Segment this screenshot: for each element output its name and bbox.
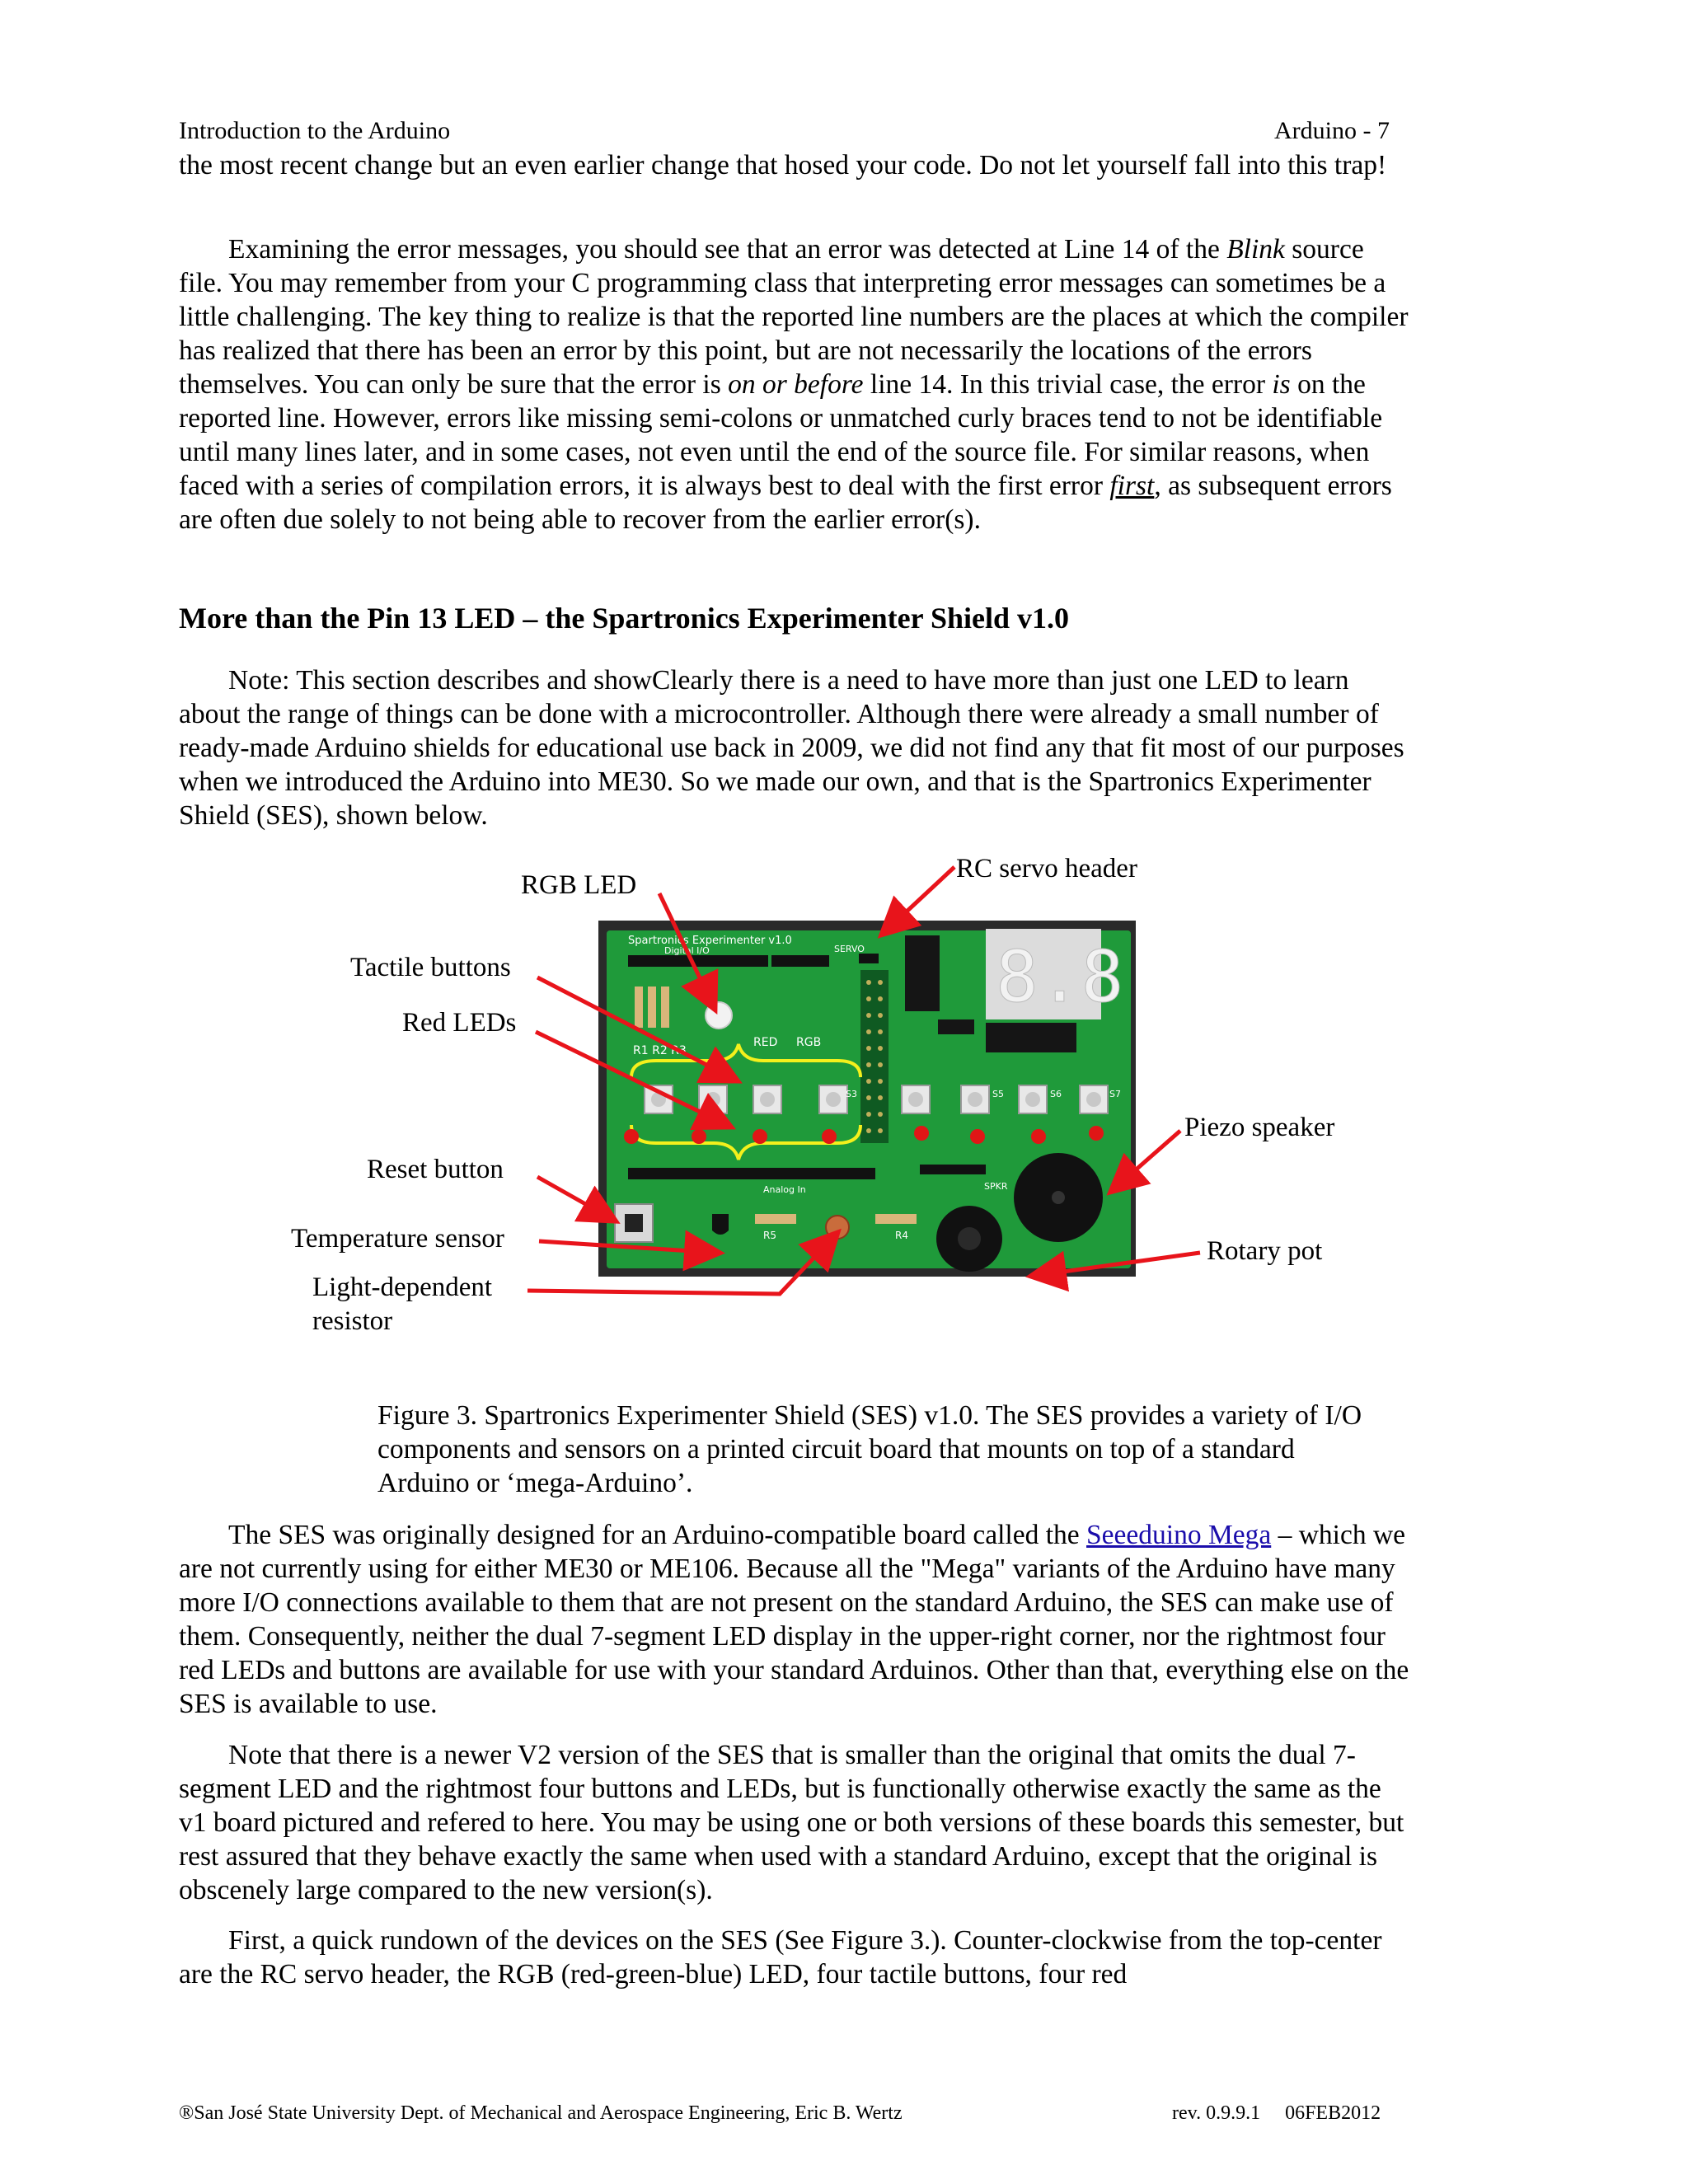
- seeeduino-mega-link[interactable]: Seeeduino Mega: [1086, 1520, 1272, 1550]
- label-ldr-line1: Light-dependent: [312, 1272, 493, 1302]
- board-digital: Digital I/O: [664, 945, 710, 956]
- paragraph-rundown: [179, 1924, 1411, 1991]
- label-rotary-pot: Rotary pot: [1207, 1236, 1323, 1266]
- p2-text-a: Examining the error messages, you should see that an error was detected at Line 14 of the: [228, 234, 1227, 265]
- label-rc-servo-header: RC servo header: [956, 854, 1137, 883]
- paragraph-v2-version: [179, 1738, 1411, 1907]
- svg-text:8.8: 8.8: [996, 936, 1124, 1019]
- board-s3: S3: [846, 1089, 857, 1099]
- paragraph-intro-ses: [179, 663, 1411, 832]
- board-servo: SERVO: [834, 944, 865, 954]
- board-red: RED: [753, 1036, 778, 1049]
- p2-blink: Blink: [1226, 234, 1285, 265]
- ses-board-photo: [598, 921, 1136, 1277]
- paragraph-seeeduino: [179, 1518, 1411, 1721]
- label-temperature-sensor: Temperature sensor: [291, 1224, 504, 1254]
- p2-text-e: line 14. In this trivial case, the error: [863, 369, 1273, 400]
- board-spkr: SPKR: [984, 1181, 1008, 1192]
- p2-text-i: , as subsequent errors are often due solely to not being able to recover from the earlier error(s).: [179, 471, 1392, 535]
- p5-text: Note that there is a newer V2 version of the SES that is smaller than the original that omits the dual 7-segment LED and the rightmost four buttons and LEDs, but is functionally otherwise exactly the same as the v1 board pictured and refered to here. You may be using one or both versions of these boards this semester, but rest assured that they behave exactly the same when used with a standard Arduino, except that the original is obscenely large compared to the new version(s).: [179, 1740, 1404, 1905]
- footer-left: ®San José State University Dept. of Mechanical and Aerospace Engineering, Eric B. Wertz: [179, 2102, 903, 2124]
- board-s6: S6: [1050, 1089, 1062, 1099]
- footer-right: rev. 0.9.9.1 06FEB2012: [1172, 2102, 1381, 2124]
- p3-text: Note: This section describes and showClearly there is a need to have more than just one LED to learn about the range of things can be done with a microcontroller. Although there were already a small number of ready-made Arduino shields for educational use back in 2009, we did not find any that fit most of our purposes when we introduced the Arduino into ME30. So we made our own, and that is the Spartronics Experimenter Shield (SES), shown below.: [179, 665, 1404, 831]
- label-piezo-speaker: Piezo speaker: [1184, 1113, 1335, 1142]
- p2-on-or-before: on or before: [728, 369, 864, 400]
- p4-text-a: The SES was originally designed for an Arduino-compatible board called the: [228, 1520, 1087, 1550]
- label-ldr-line2: resistor: [312, 1306, 393, 1336]
- p2-first: first: [1109, 471, 1155, 501]
- running-header-right: Arduino - 7: [1274, 117, 1390, 144]
- board-r4: R4: [895, 1230, 908, 1241]
- running-header-left: Introduction to the Arduino: [179, 117, 451, 144]
- section-heading: More than the Pin 13 LED – the Spartronics Experimenter Shield v1.0: [179, 602, 1069, 635]
- p6-text: First, a quick rundown of the devices on the SES (See Figure 3.). Counter-clockwise from the top-center are the RC servo header, the RGB (red-green-blue) LED, four tactile buttons, four red: [179, 1925, 1382, 1990]
- figure-caption: Figure 3. Spartronics Experimenter Shield (SES) v1.0. The SES provides a variety of I/O components and sensors on a printed circuit board that mounts on top of a standard Arduino or ‘mega-Arduino’.: [377, 1400, 1362, 1498]
- board-s5: S5: [992, 1089, 1004, 1099]
- board-analog: Analog In: [763, 1184, 806, 1195]
- board-rgb: RGB: [796, 1036, 822, 1049]
- board-r1r2r3: R1 R2 R3: [633, 1044, 687, 1057]
- p2-text-g: on the reported line. However, errors like missing semi-colons or unmatched curly braces tend to not be identifiable until many lines later, and in some cases, not even until the end of the source file. For similar reasons, when faced with a series of compilation errors, it is always best to deal with the first error: [179, 369, 1383, 501]
- board-r5: R5: [763, 1230, 776, 1241]
- p2-is: is: [1272, 369, 1291, 400]
- p4-text-b: – which we are not currently using for either ME30 or ME106. Because all the "Mega" variants of the Arduino have many more I/O connections available to them that are not present on the standard Arduino, the SES can make use of them. Consequently, neither the dual 7-segment LED display in the upper-right corner, nor the rightmost four red LEDs and buttons are available for use with your standard Arduinos. Other than that, everything else on the SES is available to use.: [179, 1520, 1409, 1719]
- paragraph-error-messages: [179, 232, 1411, 537]
- board-title: Spartronics Experimenter v1.0: [628, 935, 792, 947]
- label-red-leds: Red LEDs: [402, 1008, 517, 1038]
- paragraph-continuation: the most recent change but an even earlier change that hosed your code. Do not let yourself fall into this trap!: [179, 150, 1387, 180]
- label-rgb-led: RGB LED: [521, 870, 637, 900]
- label-reset-button: Reset button: [367, 1155, 504, 1184]
- board-s7: S7: [1109, 1089, 1121, 1099]
- p2-text-c: source file. You may remember from your C programming class that interpreting error messages can sometimes be a little challenging. The key thing to realize is that the reported line numbers are the places at which the compiler has realized that there has been an error by this point, but are not necessarily the locations of the errors themselves. You can only be sure that the error is: [179, 234, 1409, 400]
- label-tactile-buttons: Tactile buttons: [350, 953, 511, 982]
